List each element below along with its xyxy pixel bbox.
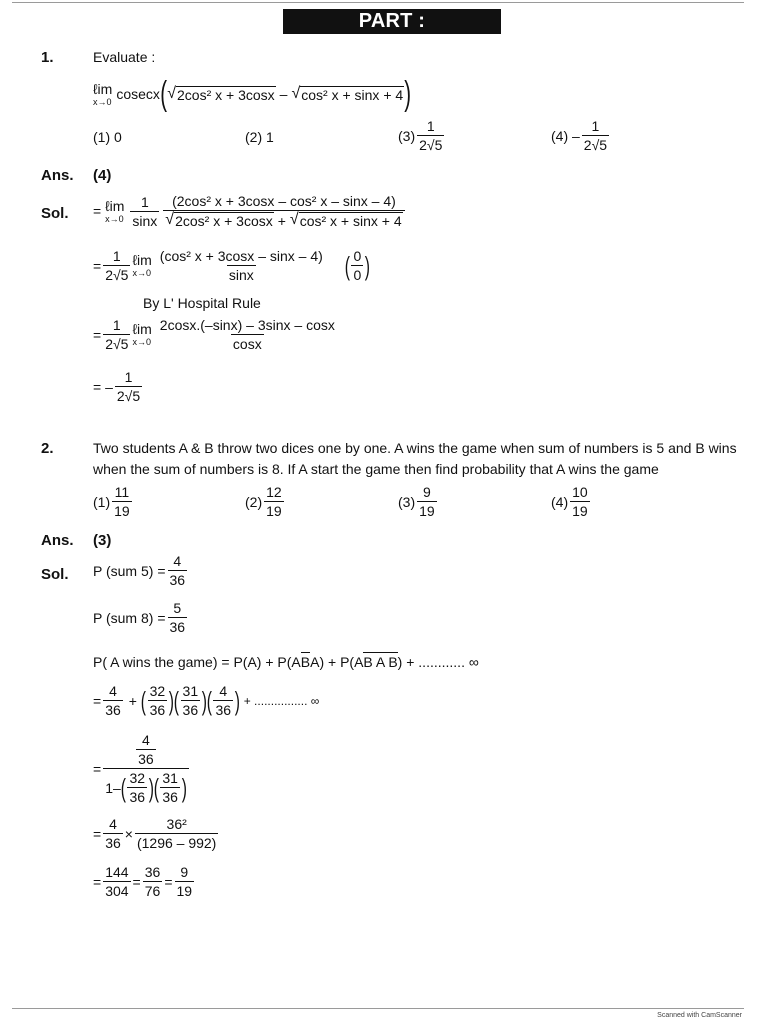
cosec-term: cosecx bbox=[116, 86, 160, 102]
page-title: PART : MATHEMATICS bbox=[283, 9, 501, 34]
q1-option-2: (2) 1 bbox=[245, 129, 274, 145]
question-2-line-2: when the sum of numbers is 8. If A start the game then find probability that A wins the game bbox=[93, 461, 659, 477]
q1-step-3: = $\frac{1}{2√5}$ ℓim x→0 $\frac{2\cos x.(-\sin x) - 3\sin x - \cos x}{\cos x}$ bbox=[93, 317, 335, 352]
q1-option-4: (4) – $\frac{1}{2√5}$ bbox=[551, 118, 608, 153]
q1-step-1: = ℓim x→0 $\frac{1}{\sin x}$ (2cos² x + 3cosx – cos² x – sinx – 4) √ 2cos² x + 3cosx + √ cos² x + sinx + 4 bbox=[93, 193, 407, 229]
q2-step-4: = $\frac{144}{304}$ = $\frac{36}{76}$ = $\frac{9}{19}$ bbox=[93, 864, 193, 899]
q2-option-2: (2) $\frac{12}{19}$ bbox=[245, 484, 282, 519]
question-2-number: 2. bbox=[41, 440, 54, 457]
close-paren: ) bbox=[404, 75, 412, 113]
p-a-wins-series: P( A wins the game) = P(A) + P( A B A ) + P( A B A B ) + ............ ∞ bbox=[93, 654, 479, 670]
radical-2: √ cos² x + sinx + 4 bbox=[291, 84, 404, 103]
q2-answer-value: (3) bbox=[93, 532, 112, 549]
minus-sign: – bbox=[279, 86, 288, 102]
question-2-line-1: Two students A & B throw two dices one by one. A wins the game when sum of numbers is 5 and B wins bbox=[93, 440, 737, 456]
q1-solution-label: Sol. bbox=[41, 205, 69, 222]
q1-option-3: (3) $\frac{1}{2√5}$ bbox=[398, 118, 443, 153]
q2-option-4: (4) $\frac{10}{19}$ bbox=[551, 484, 588, 519]
lhospital-rule-note: By L' Hospital Rule bbox=[143, 295, 261, 311]
scanner-watermark: Scanned with CamScanner bbox=[657, 1012, 742, 1019]
q1-option-1: (1) 0 bbox=[93, 129, 122, 145]
q2-answer-label: Ans. bbox=[41, 532, 74, 549]
q2-step-3: = $\frac{4}{36}$ × $\frac{\text{36²}}{(1296 - 992)}$ bbox=[93, 816, 217, 851]
q2-step-1: = $\frac{4}{36}$ + ( $\frac{32}{36}$ ) ( $\frac{31}{36}$ ) ( $\frac{4}{36}$ ) + ................ ∞ bbox=[93, 683, 320, 718]
q2-solution-label: Sol. bbox=[41, 566, 69, 583]
radical-1: √ 2cos² x + 3cosx bbox=[167, 84, 275, 103]
q2-option-1: (1) $\frac{11}{19}$ bbox=[93, 484, 130, 519]
question-1-expression bbox=[93, 74, 412, 114]
limit-operator: ℓim x→0 bbox=[93, 80, 113, 107]
q1-answer-label: Ans. bbox=[41, 167, 74, 184]
open-paren: ( bbox=[160, 75, 167, 113]
q2-option-3: (3) $\frac{9}{19}$ bbox=[398, 484, 435, 519]
p-sum-8: P (sum 8) = $\frac{5}{36}$ bbox=[93, 600, 186, 635]
question-1-number: 1. bbox=[41, 49, 54, 66]
q1-step-4: = – $\frac{1}{2√5}$ bbox=[93, 369, 141, 404]
bottom-rule bbox=[12, 1008, 744, 1009]
q1-answer-value: (4) bbox=[93, 167, 112, 184]
q1-step-2: = $\frac{1}{2√5}$ ℓim x→0 $\frac{\text{(cos² x + 3cosx – sinx – 4)}}{\sin x}$ ( $\frac{0}{0}$ ) bbox=[93, 248, 371, 283]
p-sum-5: P (sum 5) = $\frac{4}{36}$ bbox=[93, 553, 186, 588]
question-1-prompt: Evaluate : bbox=[93, 49, 156, 65]
q2-step-2: = $\frac{4}{36}$ 1– ( $\frac{32}{36}$ ) ( $\frac{31}{36}$ ) bbox=[93, 732, 187, 805]
top-rule bbox=[12, 2, 744, 3]
